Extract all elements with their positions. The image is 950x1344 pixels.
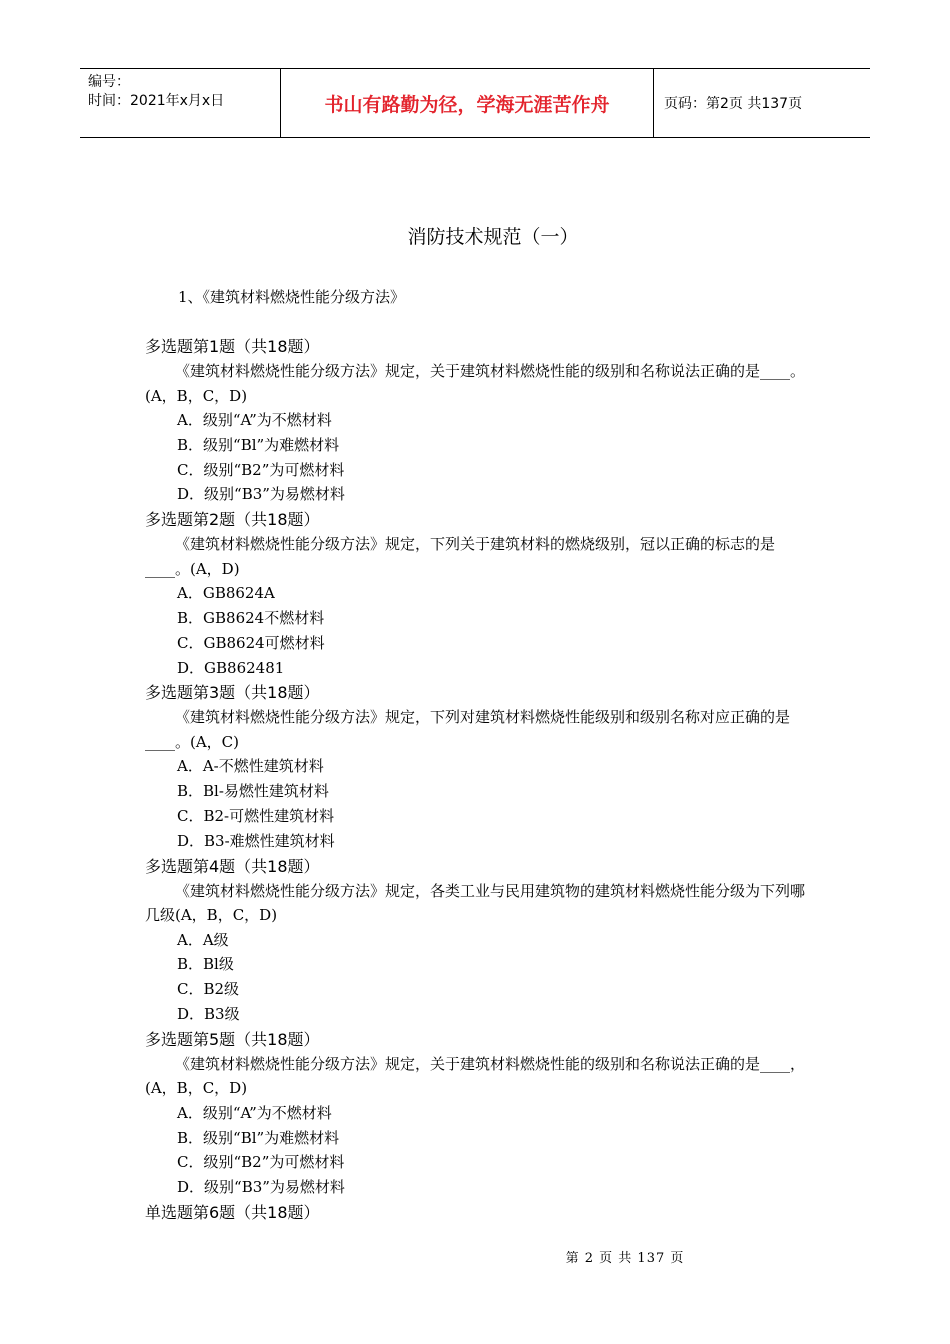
answer-option: C．B2级	[177, 980, 240, 999]
question-heading: 多选题第5题（共18题）	[145, 1029, 320, 1049]
question-block	[145, 1200, 810, 1225]
answer-option: A．级别“A”为不燃材料	[177, 411, 332, 429]
answer-option: D．B3-难燃性建筑材料	[177, 831, 335, 850]
code-label: 编号：	[88, 74, 130, 90]
question-heading: 单选题第6题（共18题）	[145, 1202, 320, 1222]
answer-option: B．级别“Bl”为难燃材料	[177, 1128, 340, 1147]
answer-option: B．Bl级	[177, 955, 234, 974]
answer-option: C．B2-可燃性建筑材料	[177, 806, 335, 825]
question-block	[145, 334, 810, 507]
answer-option: B．级别“Bl”为难燃材料	[177, 435, 340, 454]
answer-option: A．级别“A”为不燃材料	[177, 1103, 332, 1122]
header-meta	[80, 69, 281, 137]
answer-option: D．级别“B3”为易燃材料	[177, 485, 345, 504]
answer-option: D．级别“B3”为易燃材料	[177, 1178, 345, 1197]
question-block	[145, 1027, 810, 1200]
question-heading: 多选题第2题（共18题）	[145, 510, 320, 530]
question-stem: 《建筑材料燃烧性能分级方法》规定，关于建筑材料燃烧性能的级别和名称说法正确的是____。(A，B，C，D)	[145, 362, 806, 405]
question-heading: 多选题第4题（共18题）	[145, 856, 320, 876]
answer-option: A．GB8624A	[177, 584, 275, 603]
date-label: 时间：2021年x月x日	[88, 93, 225, 109]
question-stem: 《建筑材料燃烧性能分级方法》规定，关于建筑材料燃烧性能的级别和名称说法正确的是____，(A，B，C，D)	[145, 1054, 806, 1098]
question-list	[145, 334, 810, 1225]
answer-option: B．GB8624不燃材料	[177, 608, 325, 627]
header-page-info: 页码：第2页 共137页	[664, 96, 803, 112]
answer-option: B．Bl-易燃性建筑材料	[177, 782, 329, 801]
header-motto: 书山有路勤为径，学海无涯苦作舟	[281, 69, 654, 137]
question-stem: 《建筑材料燃烧性能分级方法》规定，下列关于建筑材料的燃烧级别，冠以正确的标志的是____。(A，D)	[145, 535, 776, 578]
document-title: 消防技术规范（一）	[407, 226, 579, 248]
question-stem: 《建筑材料燃烧性能分级方法》规定，下列对建筑材料燃烧性能级别和级别名称对应正确的是____。(A，C)	[145, 708, 791, 751]
answer-option: C．级别“B2”为可燃材料	[177, 460, 345, 479]
answer-option: D．GB862481	[177, 658, 285, 677]
answer-option: D．B3级	[177, 1004, 240, 1023]
question-block	[145, 680, 810, 853]
question-stem: 《建筑材料燃烧性能分级方法》规定，各类工业与民用建筑物的建筑材料燃烧性能分级为下列哪几级(A，B，C，D)	[145, 881, 806, 925]
page-footer: 第 2 页 共 137 页	[565, 1251, 685, 1266]
answer-option: C．GB8624可燃材料	[177, 633, 325, 652]
answer-option: A．A-不燃性建筑材料	[177, 757, 324, 776]
answer-option: C．级别“B2”为可燃材料	[177, 1153, 345, 1172]
answer-option: A．A级	[177, 930, 229, 949]
section-heading: 1、《建筑材料燃烧性能分级方法》	[178, 288, 406, 306]
page-header	[80, 68, 870, 138]
question-heading: 多选题第3题（共18题）	[145, 683, 320, 703]
question-block	[145, 507, 810, 680]
question-block	[145, 854, 810, 1027]
question-heading: 多选题第1题（共18题）	[145, 337, 320, 356]
